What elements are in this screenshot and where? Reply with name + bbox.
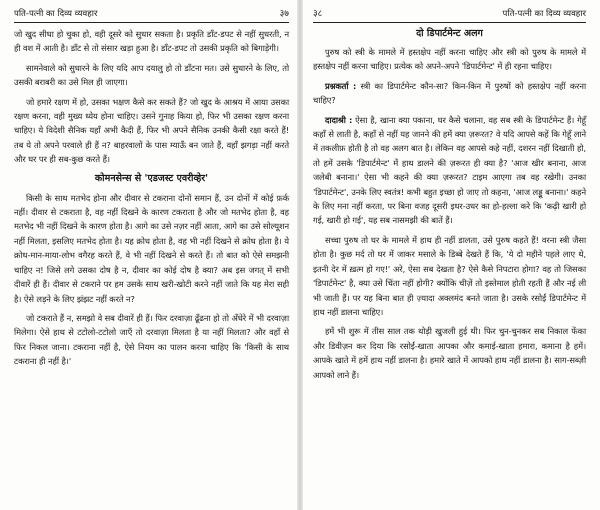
question-paragraph (313, 79, 586, 108)
left-page (0, 0, 297, 510)
left-page-header (14, 6, 289, 23)
answer-paragraph (313, 113, 586, 228)
answer-text: ऐसा है, खाना क्या पकाना, घर कैसे चलाना, वह सब स्त्री के डिपार्टमेन्ट हैं। गेहूँ कहाँ से लाती है, कहाँ से नहीं यह जानने की हमें क्या ज़रूरत? वे यदि आपसे कहें कि गेहूँ लाने में तकलीफ़ होती है तो वह अलग बात है। लेकिन वह आपसे कहे नहीं, दशरन नहीं दिखाती हो, तो हमें उसके 'डिपार्टमेन्ट' में हाथ डालने की ज़रूरत ही क्या है? 'आज खीर बनाना, आज जलेबी बनाना।' ऐसा भी कहने की क्या ज़रूरत? टाइम आएगा तब वह रखेगी। उनका 'डिपार्टमेन्ट', उनके लिए स्वतंत्र! कभी बहुत इच्छा हो जाए तो कहना, 'आज लड्डू बनाना।' कहने के लिए मना नहीं करता, पर बिना वजह दूसरी इधर-उधर का हो-हल्ला करे कि 'कढ़ी खारी हो गई, खारी हो गई', यह सब नासमझी की बातें हैं। (313, 114, 586, 226)
speaker-label: दादाश्री : (325, 114, 353, 125)
paragraph: सामनेवाले को सुधारने के लिए यदि आप दयालु हो तो डाँटना मत। उसे सुधारने के लिए, तो उसकी बराबरी का उसे मिल ही जाएगा। (14, 62, 289, 88)
right-page-header (313, 6, 586, 23)
paragraph: जो टकराते हैं न, समझो वे सब दीवारें ही हैं। फिर दरवाज़ा ढूँढना हो तो अँधेरे में भी दरवाज़ा मिलेगा। ऐसे हाथ से टटोलो-टटोलो जाएँ तो दरवाज़ा मिलता है या नहीं मिलता? और वहाँ से फिर निकल जाना। टकराना नहीं है, ऐसे नियम का पालन करना चाहिए कि 'किसी के साथ टकराना ही नहीं है।' (14, 312, 289, 367)
left-page-number: ३७ (279, 9, 289, 19)
section-heading: कोमनसेन्स से 'एडजस्ट एवरीव्हेर' (94, 172, 209, 184)
question-text: स्त्री का डिपार्टमेन्ट कौन-सा? किन-किन में पुरुषों को हस्तक्षेप नहीं करना चाहिए? (313, 80, 586, 106)
chapter-title: दो डिपार्टमेन्ट अलग (416, 28, 483, 39)
right-header-title: पति-पत्नी का दिव्य व्यवहार (502, 9, 586, 19)
paragraph: हमें भी शुरू में तीस साल तक थोड़ी खुजली हुई थी। फिर चुन-चुनकर सब निकाल फेंका और डिवीज़न कर दिया कि रसोईं-खाता आपका और कमाई-खाता हमारा, कमाना है हमें। आपके खाते में हमें हाथ नहीं डालना है। हमारे खाते में आपको हाथ नहीं डालना है। साग-सब्ज़ी आपको लाने हैं। (313, 326, 586, 380)
speaker-label: प्रश्नकर्ता : (325, 80, 357, 91)
left-header-title: पति-पत्नी का दिव्य व्यवहार (14, 9, 98, 19)
paragraph: किसी के साथ मतभेद होना और दीवार से टकराना दोनों समान हैं, उन दोनों में कोई फ़र्क नहीं। दीवार से टकराता है, वह नहीं दिखने के कारण टकराता है और जो मतभेद होता है, वह मतभेद भी नहीं दिखने के कारण होता है। आगे का उसे नज़र नहीं आता, आगे का उसे सोल्यूशन नहीं मिलता, इसलिए मतभेद होता है। यह क्रोध होता है, वह भी नहीं दिखने से क्रोध होता है। ये क्रोध-मान-माया-लोभ वगैरह करते हैं, वे भी नहीं दिखने से करते हैं। तो बात को ऐसे समझनी चाहिए न! जिसे लगे उसका दोष है न, दीवार का कोई दोष है क्या? अब इस जगत् में सभी दीवारें ही हैं। दीवार से टकराने पर हम उसके साथ खरी-खोटी करने नहीं जाते कि यह मेरा सही है। ऐसे लड़ने के लिए झंझट नहीं करते न? (14, 192, 289, 304)
right-page-number: ३८ (313, 9, 323, 19)
paragraph: जो खुद सीधा हो चुका हो, वही दूसरे को सुधार सकता है। प्रकृति डाँट-डपट से नहीं सुधरती, न ही वश में आती है। डाँट से तो संसार खड़ा हुआ है। डाँट-डपट तो उसकी प्रकृति को बिगाड़ेगी। (14, 29, 289, 54)
paragraph: पुरुष को स्त्री के मामले में हस्तक्षेप नहीं करना चाहिए और स्त्री को पुरुष के मामले में हस्तक्षेप नहीं करना चाहिए। प्रत्येक को अपने-अपने 'डिपार्टमेन्ट' में ही रहना चाहिए। (313, 47, 586, 72)
paragraph: जो हमारे रक्षण में हो, उसका भक्षण कैसे कर सकते हैं? जो खुद के आश्रय में आया उसका रक्षण करना, वही मुख्य ध्येय होना चाहिए। उसने गुनाह किया हो, फिर भी उसका रक्षण करना चाहिए। ये विदेशी सैनिक यहाँ अभी कैदी हैं, फिर भी अपने सैनिक उनकी कैसी रक्षा करते हैं! तब ये तो अपने परवाले ही हैं न? बाहरवालों के पास म्याऊँ बन जाते हैं, वहाँ झगड़ा नहीं करते और घर पर ही सब-कुछ करते हैं। (14, 96, 289, 165)
paragraph: सच्चा पुरुष तो घर के मामले में हाथ ही नहीं डालता, उसे पुरुष कहते हैं! वरना स्त्री जैसा होता है। कुछ मर्द तो घर में जाकर मसाले के डिब्बे देखते हैं कि, 'ये दो महीने पहले लाए थे, इतनी देर में ख़त्म हो गए!' अरे, ऐसा सब देखता है? ऐसे कैसे निपटारा होगा? वह तो जिसका 'डिपार्टमेन्ट' है, क्या उसे चिंता नहीं होगी? क्योंकि चीज़ें तो इस्तेमाल होती रहती हैं और नई ली भी जाती हैं। पर यह बिना बात ही ज़्यादा अक्लमंद बनते जाता है। उसके रसोईं डिपार्टमेन्ट में हाथ नहीं डालना चाहिए। (313, 234, 586, 317)
right-page (303, 0, 600, 510)
